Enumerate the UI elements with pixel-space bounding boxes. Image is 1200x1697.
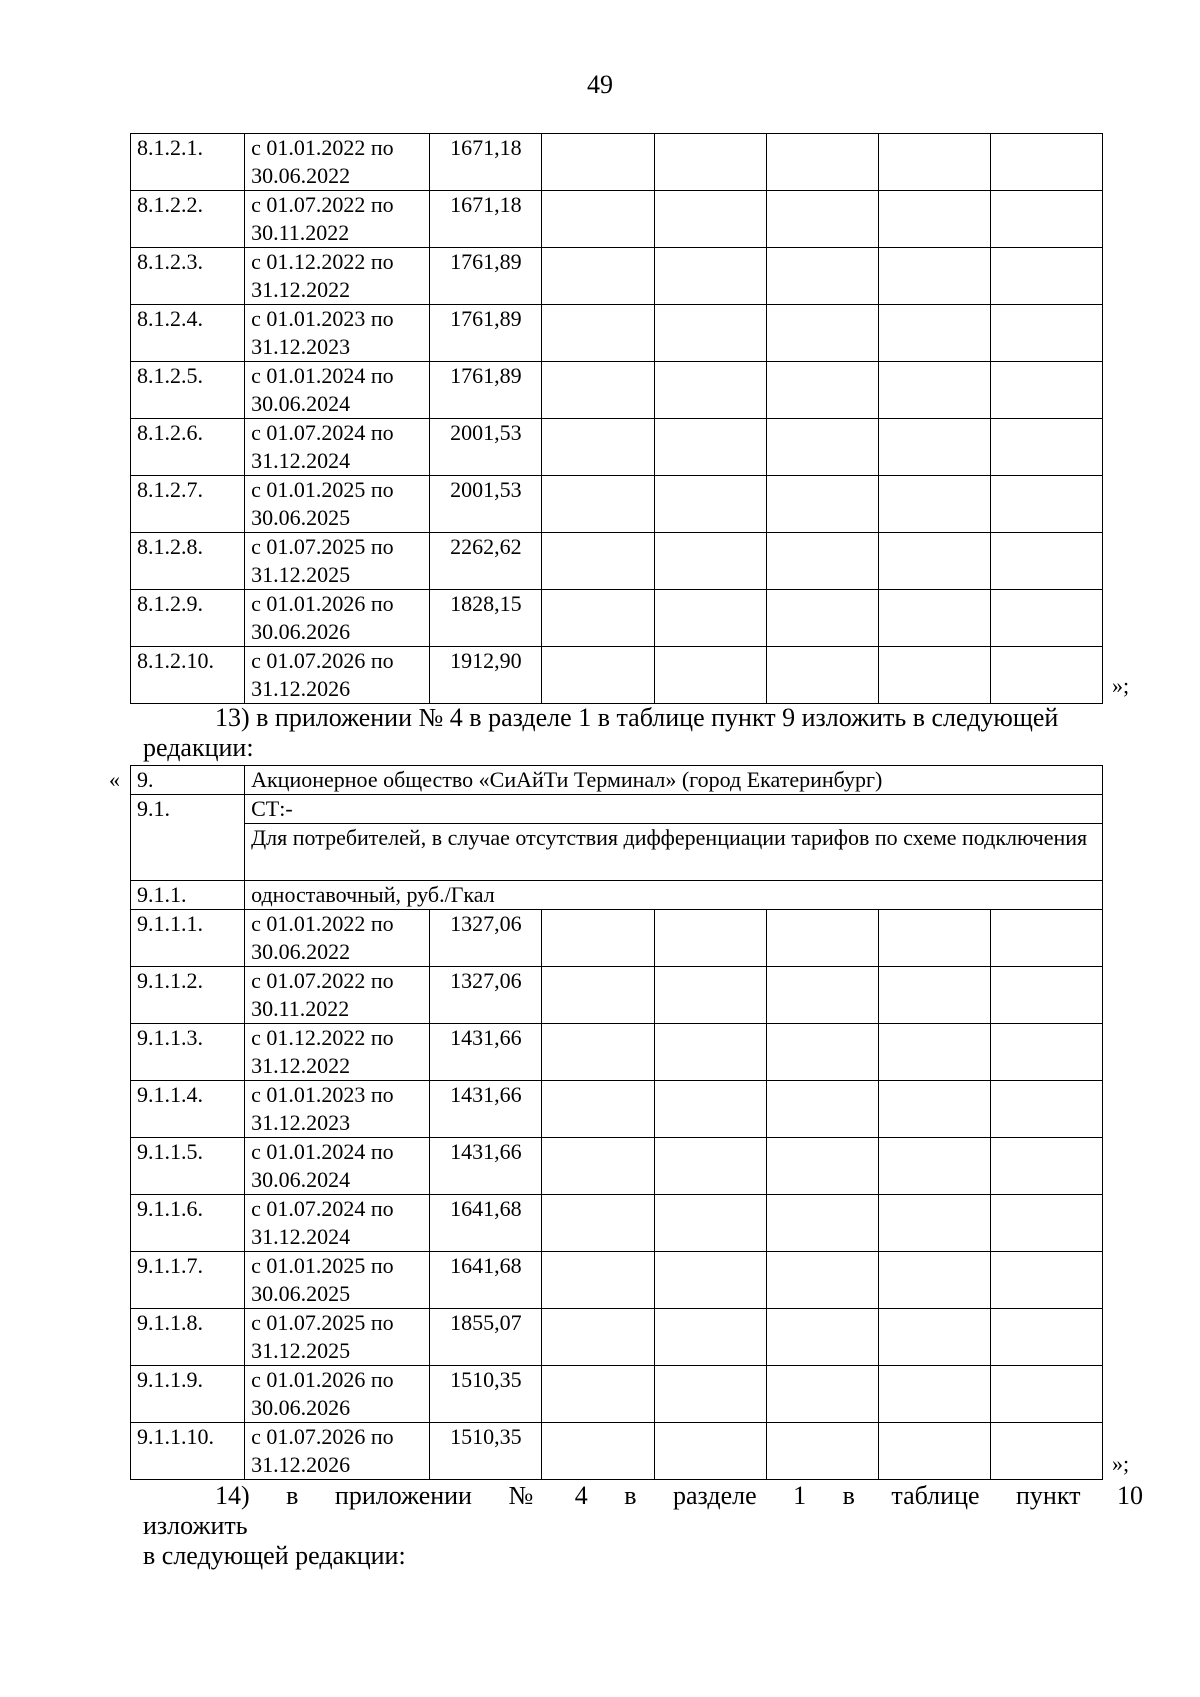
table-row	[131, 1195, 1103, 1252]
rate-type-label: одноставочный, руб./Гкал	[245, 881, 1103, 910]
row-number: 8.1.2.4.	[131, 305, 245, 362]
tariff-value: 1828,15	[430, 590, 542, 647]
empty-cell	[878, 476, 990, 533]
empty-cell	[542, 305, 654, 362]
empty-cell	[766, 590, 878, 647]
empty-cell	[878, 248, 990, 305]
empty-cell	[990, 305, 1102, 362]
empty-cell	[654, 1024, 766, 1081]
row-number: 9.1.1.4.	[131, 1081, 245, 1138]
table-row	[131, 476, 1103, 533]
period-start: с 01.07.2025 по	[251, 534, 394, 559]
period-cell	[245, 305, 430, 362]
tariff-value: 1431,66	[430, 1138, 542, 1195]
empty-cell	[766, 134, 878, 191]
row-number: 9.1.1.	[131, 881, 245, 910]
paragraph-14-line2: в следующей редакции:	[143, 1541, 406, 1570]
empty-cell	[766, 362, 878, 419]
row-number: 8.1.2.5.	[131, 362, 245, 419]
table-row-note	[131, 824, 1103, 881]
empty-cell	[766, 1138, 878, 1195]
empty-cell	[990, 1024, 1102, 1081]
empty-cell	[654, 476, 766, 533]
empty-cell	[990, 533, 1102, 590]
period-start: с 01.01.2023 по	[251, 306, 394, 331]
table-row-sub	[131, 795, 1103, 824]
tariff-value: 1671,18	[430, 191, 542, 248]
empty-cell	[766, 1423, 878, 1480]
page-number: 49	[587, 70, 613, 99]
empty-cell	[654, 134, 766, 191]
table-row	[131, 647, 1103, 704]
period-start: с 01.01.2025 по	[251, 477, 394, 502]
empty-cell	[990, 1252, 1102, 1309]
empty-cell	[878, 419, 990, 476]
empty-cell	[878, 191, 990, 248]
tariff-value: 1855,07	[430, 1309, 542, 1366]
empty-cell	[878, 305, 990, 362]
empty-cell	[542, 967, 654, 1024]
table-row	[131, 248, 1103, 305]
empty-cell	[878, 1024, 990, 1081]
tariff-value: 1761,89	[430, 248, 542, 305]
empty-cell	[654, 967, 766, 1024]
period-start: с 01.01.2025 по	[251, 1253, 394, 1278]
period-start: с 01.01.2022 по	[251, 911, 394, 936]
period-end: 30.11.2022	[251, 996, 350, 1021]
period-cell	[245, 191, 430, 248]
period-end: 30.06.2026	[251, 1395, 351, 1420]
tariff-value: 2001,53	[430, 476, 542, 533]
paragraph-13-line1: 13) в приложении № 4 в разделе 1 в таблице пункт 9 изложить в следующей	[215, 703, 1059, 732]
empty-cell	[654, 248, 766, 305]
period-end: 31.12.2022	[251, 1053, 351, 1078]
period-end: 30.06.2026	[251, 619, 351, 644]
empty-cell	[654, 1081, 766, 1138]
period-start: с 01.07.2026 по	[251, 648, 394, 673]
row-number: 8.1.2.9.	[131, 590, 245, 647]
empty-cell	[990, 647, 1102, 704]
empty-cell	[542, 1081, 654, 1138]
paragraph-14-line1: 14) в приложении № 4 в разделе 1 в таблице пункт 10 изложить	[143, 1481, 1143, 1540]
row-number: 9.1.1.10.	[131, 1423, 245, 1480]
tariff-table-8-1-2	[130, 133, 1103, 704]
period-cell	[245, 1138, 430, 1195]
empty-cell	[878, 1195, 990, 1252]
row-number: 9.1.1.6.	[131, 1195, 245, 1252]
row-number: 8.1.2.8.	[131, 533, 245, 590]
empty-cell	[654, 1309, 766, 1366]
period-cell	[245, 533, 430, 590]
row-number: 8.1.2.2.	[131, 191, 245, 248]
empty-cell	[878, 1138, 990, 1195]
empty-cell	[878, 362, 990, 419]
period-cell	[245, 362, 430, 419]
tariff-value: 1641,68	[430, 1195, 542, 1252]
table-row	[131, 362, 1103, 419]
period-end: 31.12.2024	[251, 1224, 351, 1249]
empty-cell	[542, 476, 654, 533]
empty-cell	[990, 910, 1102, 967]
table-row	[131, 1309, 1103, 1366]
empty-cell	[990, 362, 1102, 419]
empty-cell	[654, 1252, 766, 1309]
table-row	[131, 1366, 1103, 1423]
period-start: с 01.07.2026 по	[251, 1424, 394, 1449]
period-cell	[245, 248, 430, 305]
period-start: с 01.07.2024 по	[251, 420, 394, 445]
empty-cell	[542, 191, 654, 248]
table-row	[131, 305, 1103, 362]
empty-cell	[878, 1309, 990, 1366]
tariff-value: 1671,18	[430, 134, 542, 191]
tariff-table-9-body	[131, 766, 1103, 1480]
empty-cell	[542, 1309, 654, 1366]
empty-cell	[654, 647, 766, 704]
tariff-value: 1431,66	[430, 1024, 542, 1081]
period-end: 31.12.2026	[251, 1452, 351, 1477]
table-row	[131, 1024, 1103, 1081]
period-start: с 01.12.2022 по	[251, 249, 394, 274]
empty-cell	[542, 647, 654, 704]
empty-cell	[542, 1138, 654, 1195]
row-number: 9.1.1.9.	[131, 1366, 245, 1423]
table-row	[131, 533, 1103, 590]
empty-cell	[542, 1366, 654, 1423]
row-number: 8.1.2.1.	[131, 134, 245, 191]
empty-cell	[654, 1195, 766, 1252]
empty-cell	[542, 910, 654, 967]
empty-cell	[542, 248, 654, 305]
period-cell	[245, 1024, 430, 1081]
period-start: с 01.12.2022 по	[251, 1025, 394, 1050]
period-start: с 01.01.2026 по	[251, 1367, 394, 1392]
period-cell	[245, 134, 430, 191]
table-row	[131, 910, 1103, 967]
tariff-value: 2001,53	[430, 419, 542, 476]
period-end: 30.06.2022	[251, 939, 351, 964]
period-cell	[245, 1252, 430, 1309]
table-row-rate	[131, 881, 1103, 910]
period-end: 31.12.2026	[251, 676, 351, 701]
empty-cell	[542, 533, 654, 590]
period-start: с 01.01.2022 по	[251, 135, 394, 160]
empty-cell	[990, 590, 1102, 647]
empty-cell	[766, 647, 878, 704]
empty-cell	[766, 419, 878, 476]
table-row	[131, 1081, 1103, 1138]
tariff-value: 1510,35	[430, 1366, 542, 1423]
tariff-value: 1327,06	[430, 910, 542, 967]
period-cell	[245, 647, 430, 704]
tariff-value: 1327,06	[430, 967, 542, 1024]
period-cell	[245, 590, 430, 647]
period-end: 30.11.2022	[251, 220, 350, 245]
row-number: 9.1.1.5.	[131, 1138, 245, 1195]
table-row-header	[131, 766, 1103, 795]
empty-cell	[766, 476, 878, 533]
empty-cell	[542, 590, 654, 647]
empty-cell	[878, 533, 990, 590]
row-number: 9.1.1.2.	[131, 967, 245, 1024]
opening-quote-table2: «	[109, 767, 120, 792]
period-end: 31.12.2025	[251, 1338, 351, 1363]
empty-cell	[766, 248, 878, 305]
period-end: 30.06.2024	[251, 1167, 351, 1192]
empty-cell	[542, 1024, 654, 1081]
period-cell	[245, 1366, 430, 1423]
empty-cell	[990, 476, 1102, 533]
period-cell	[245, 476, 430, 533]
empty-cell	[766, 191, 878, 248]
empty-cell	[990, 1138, 1102, 1195]
period-start: с 01.01.2024 по	[251, 363, 394, 388]
row-number: 8.1.2.3.	[131, 248, 245, 305]
row-number: 9.1.1.1.	[131, 910, 245, 967]
paragraph-13-line2: редакции:	[143, 733, 254, 762]
tariff-value: 1761,89	[430, 305, 542, 362]
empty-cell	[766, 910, 878, 967]
period-end: 30.06.2024	[251, 391, 351, 416]
empty-cell	[990, 1309, 1102, 1366]
period-start: с 01.01.2024 по	[251, 1139, 394, 1164]
period-cell	[245, 419, 430, 476]
organization-name: Акционерное общество «СиАйТи Терминал» (город Екатеринбург)	[245, 766, 1103, 795]
period-end: 30.06.2022	[251, 163, 351, 188]
empty-cell	[654, 191, 766, 248]
period-end: 31.12.2023	[251, 334, 351, 359]
empty-cell	[990, 248, 1102, 305]
empty-cell	[878, 647, 990, 704]
empty-cell	[766, 1024, 878, 1081]
row-number: 9.1.	[131, 795, 245, 881]
empty-cell	[878, 590, 990, 647]
empty-cell	[654, 1138, 766, 1195]
tariff-value: 1912,90	[430, 647, 542, 704]
period-end: 31.12.2022	[251, 277, 351, 302]
empty-cell	[878, 967, 990, 1024]
empty-cell	[990, 1081, 1102, 1138]
empty-cell	[766, 533, 878, 590]
tariff-value: 1431,66	[430, 1081, 542, 1138]
period-end: 30.06.2025	[251, 505, 351, 530]
period-start: с 01.07.2025 по	[251, 1310, 394, 1335]
tariff-value: 1510,35	[430, 1423, 542, 1480]
row-number: 9.1.1.7.	[131, 1252, 245, 1309]
empty-cell	[654, 1366, 766, 1423]
empty-cell	[766, 967, 878, 1024]
row-number: 9.	[131, 766, 245, 795]
period-start: с 01.07.2022 по	[251, 968, 394, 993]
empty-cell	[990, 1423, 1102, 1480]
table-row	[131, 590, 1103, 647]
period-start: с 01.01.2026 по	[251, 591, 394, 616]
empty-cell	[542, 1195, 654, 1252]
empty-cell	[654, 362, 766, 419]
empty-cell	[990, 1366, 1102, 1423]
empty-cell	[990, 1195, 1102, 1252]
table-row	[131, 1252, 1103, 1309]
period-cell	[245, 1309, 430, 1366]
empty-cell	[766, 1081, 878, 1138]
empty-cell	[766, 1195, 878, 1252]
paragraph-14	[143, 1481, 1143, 1571]
empty-cell	[990, 967, 1102, 1024]
empty-cell	[654, 533, 766, 590]
period-start: с 01.07.2024 по	[251, 1196, 394, 1221]
empty-cell	[878, 1366, 990, 1423]
row-number: 8.1.2.7.	[131, 476, 245, 533]
row-number: 9.1.1.8.	[131, 1309, 245, 1366]
empty-cell	[878, 134, 990, 191]
period-end: 31.12.2025	[251, 562, 351, 587]
tariff-value: 1641,68	[430, 1252, 542, 1309]
tariff-value: 2262,62	[430, 533, 542, 590]
empty-cell	[990, 134, 1102, 191]
empty-cell	[766, 305, 878, 362]
empty-cell	[542, 1423, 654, 1480]
consumer-note: Для потребителей, в случае отсутствия дифференциации тарифов по схеме подключения	[245, 824, 1103, 881]
empty-cell	[654, 1423, 766, 1480]
period-cell	[245, 910, 430, 967]
empty-cell	[878, 1252, 990, 1309]
closing-quote-table2: »;	[1112, 1451, 1130, 1476]
period-cell	[245, 1081, 430, 1138]
empty-cell	[878, 1423, 990, 1480]
period-end: 31.12.2024	[251, 448, 351, 473]
empty-cell	[990, 191, 1102, 248]
row-number: 9.1.1.3.	[131, 1024, 245, 1081]
tariff-table-9	[130, 765, 1103, 1480]
table-row	[131, 419, 1103, 476]
table-row	[131, 1138, 1103, 1195]
empty-cell	[542, 419, 654, 476]
tariff-value: 1761,89	[430, 362, 542, 419]
period-start: с 01.01.2023 по	[251, 1082, 394, 1107]
empty-cell	[766, 1252, 878, 1309]
table-row	[131, 134, 1103, 191]
period-end: 30.06.2025	[251, 1281, 351, 1306]
empty-cell	[654, 419, 766, 476]
period-cell	[245, 1195, 430, 1252]
period-cell	[245, 1423, 430, 1480]
row-number: 8.1.2.6.	[131, 419, 245, 476]
paragraph-13	[143, 703, 1143, 763]
table-row	[131, 1423, 1103, 1480]
empty-cell	[878, 1081, 990, 1138]
row-number: 8.1.2.10.	[131, 647, 245, 704]
empty-cell	[654, 910, 766, 967]
table-row	[131, 191, 1103, 248]
period-cell	[245, 967, 430, 1024]
empty-cell	[654, 590, 766, 647]
empty-cell	[766, 1366, 878, 1423]
heat-carrier-label: СТ:-	[245, 795, 1103, 824]
tariff-table-8-1-2-body	[131, 134, 1103, 704]
empty-cell	[542, 362, 654, 419]
period-end: 31.12.2023	[251, 1110, 351, 1135]
empty-cell	[542, 134, 654, 191]
period-start: с 01.07.2022 по	[251, 192, 394, 217]
empty-cell	[766, 1309, 878, 1366]
empty-cell	[878, 910, 990, 967]
closing-quote-table1: »;	[1112, 673, 1130, 698]
empty-cell	[990, 419, 1102, 476]
empty-cell	[654, 305, 766, 362]
table-row	[131, 967, 1103, 1024]
empty-cell	[542, 1252, 654, 1309]
